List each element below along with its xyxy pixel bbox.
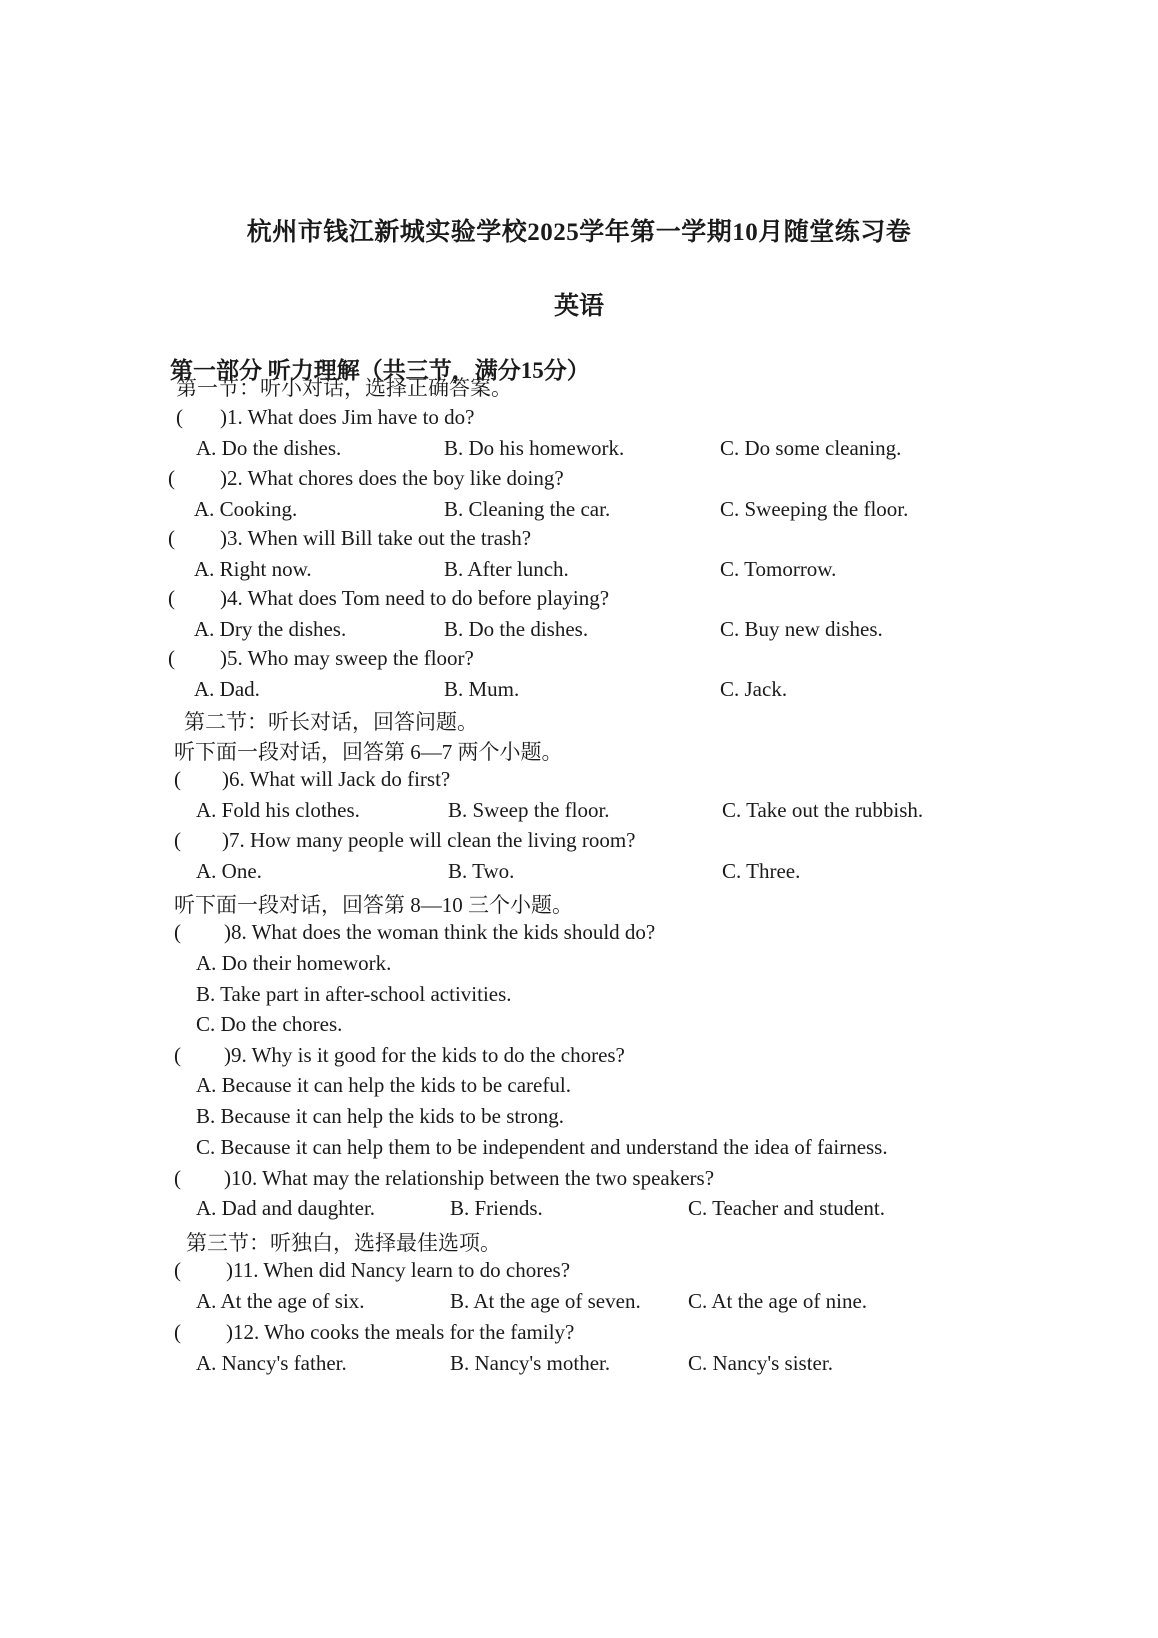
section2-instruction-1: 听下面一段对话，回答第 6—7 两个小题。 [174, 740, 563, 764]
option-c: C. Because it can help them to be independent and understand the idea of fairness. [196, 1135, 888, 1159]
section2-heading: 第二节：听长对话，回答问题。 [184, 710, 478, 734]
exam-title: 杭州市钱江新城实验学校2025学年第一学期10月随堂练习卷 [246, 219, 912, 246]
answer-blank[interactable]: ( [168, 646, 175, 670]
answer-blank[interactable]: ( [174, 1258, 181, 1282]
option-c: C. Buy new dishes. [720, 617, 883, 641]
answer-blank[interactable]: ( [174, 767, 181, 791]
answer-blank[interactable]: ( [168, 526, 175, 550]
option-b: B. Take part in after-school activities. [196, 982, 512, 1006]
option-b: B. Because it can help the kids to be strong. [196, 1104, 565, 1128]
option-b: B. Nancy's mother. [450, 1351, 611, 1375]
section2-instruction-2: 听下面一段对话，回答第 8—10 三个小题。 [174, 893, 573, 917]
option-a: A. Nancy's father. [196, 1351, 347, 1375]
question-text: )8. What does the woman think the kids should do? [224, 920, 656, 944]
option-c: C. Do the chores. [196, 1012, 343, 1036]
question-text: )6. What will Jack do first? [222, 767, 451, 791]
question-text: )9. Why is it good for the kids to do the chores? [224, 1043, 625, 1067]
question-text: )7. How many people will clean the living room? [222, 828, 636, 852]
option-c: C. Take out the rubbish. [722, 798, 924, 822]
option-b: B. After lunch. [444, 557, 569, 581]
option-a: A. Dry the dishes. [194, 617, 347, 641]
part1-heading: 第一部分 听力理解（共三节，满分15分） [170, 358, 590, 383]
answer-blank[interactable]: ( [174, 1043, 181, 1067]
question-text: )11. When did Nancy learn to do chores? [226, 1258, 571, 1282]
option-c: C. Teacher and student. [688, 1196, 885, 1220]
option-a: A. Dad. [194, 677, 260, 701]
option-a: A. Dad and daughter. [196, 1196, 376, 1220]
answer-blank[interactable]: ( [174, 1320, 181, 1344]
answer-blank[interactable]: ( [174, 828, 181, 852]
question-text: )1. What does Jim have to do? [220, 405, 475, 429]
option-c: C. Nancy's sister. [688, 1351, 833, 1375]
option-a: A. Fold his clothes. [196, 798, 360, 822]
answer-blank[interactable]: ( [174, 920, 181, 944]
option-c: C. Jack. [720, 677, 788, 701]
option-b: B. Two. [448, 859, 515, 883]
section3-heading: 第三节：听独白，选择最佳选项。 [186, 1231, 501, 1255]
question-text: )12. Who cooks the meals for the family? [226, 1320, 575, 1344]
option-c: C. Three. [722, 859, 801, 883]
question-text: )2. What chores does the boy like doing? [220, 466, 564, 490]
option-a: A. Do the dishes. [196, 436, 342, 460]
option-b: B. Do his homework. [444, 436, 625, 460]
option-a: A. Right now. [194, 557, 312, 581]
question-text: )4. What does Tom need to do before playing? [220, 586, 610, 610]
option-a: A. One. [196, 859, 262, 883]
option-b: B. Mum. [444, 677, 520, 701]
subject-title: 英语 [553, 293, 604, 320]
answer-blank[interactable]: ( [168, 466, 175, 490]
question-text: )3. When will Bill take out the trash? [220, 526, 532, 550]
option-c: C. At the age of nine. [688, 1289, 868, 1313]
option-a: A. Because it can help the kids to be careful. [196, 1073, 571, 1097]
question-text: )10. What may the relationship between the two speakers? [224, 1166, 715, 1190]
option-c: C. Sweeping the floor. [720, 497, 909, 521]
option-a: A. Do their homework. [196, 951, 392, 975]
answer-blank[interactable]: ( [174, 1166, 181, 1190]
option-b: B. Cleaning the car. [444, 497, 611, 521]
option-a: A. Cooking. [194, 497, 298, 521]
option-c: C. Tomorrow. [720, 557, 837, 581]
option-b: B. Do the dishes. [444, 617, 589, 641]
section1-heading: 第一节：听小对话，选择正确答案。 [176, 376, 512, 400]
option-b: B. At the age of seven. [450, 1289, 641, 1313]
answer-blank[interactable]: ( [176, 405, 183, 429]
option-c: C. Do some cleaning. [720, 436, 902, 460]
option-b: B. Friends. [450, 1196, 543, 1220]
option-a: A. At the age of six. [196, 1289, 365, 1313]
answer-blank[interactable]: ( [168, 586, 175, 610]
option-b: B. Sweep the floor. [448, 798, 610, 822]
question-text: )5. Who may sweep the floor? [220, 646, 474, 670]
